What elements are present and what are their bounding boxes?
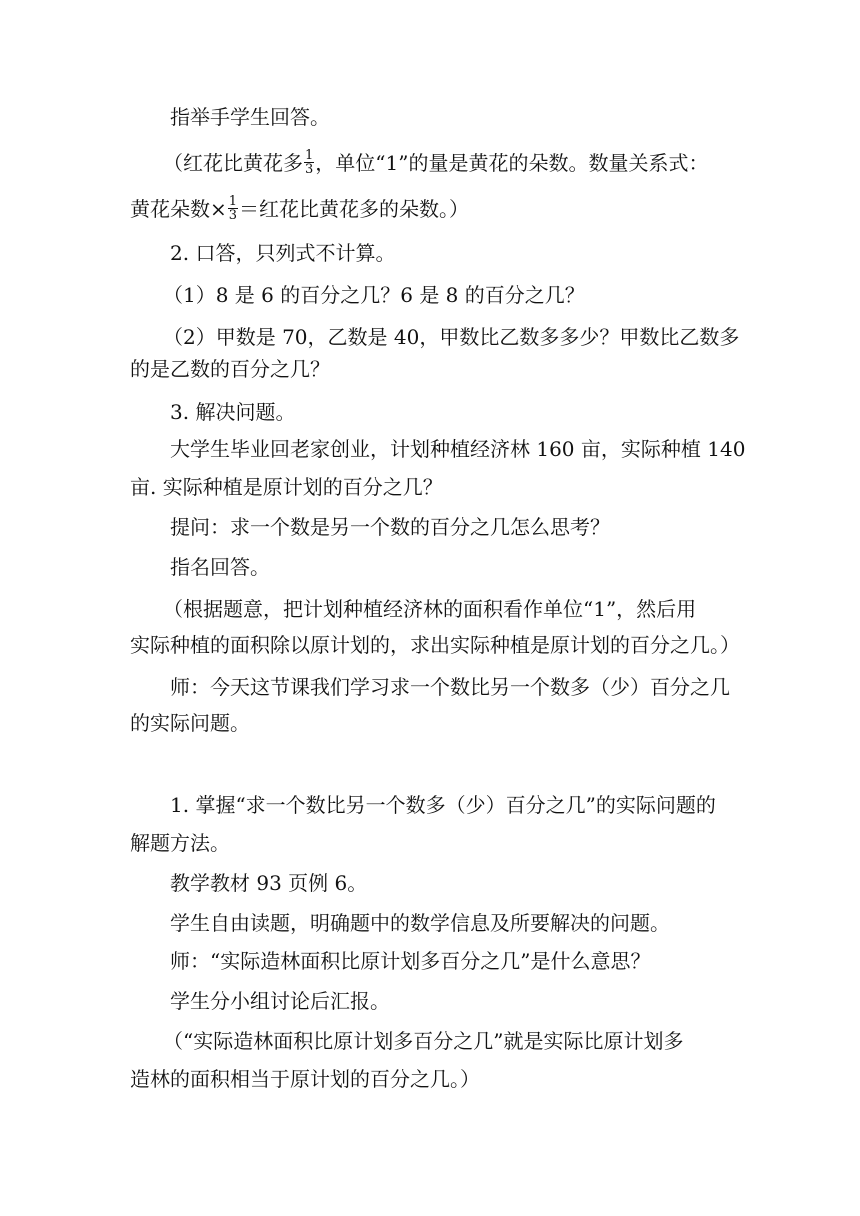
paragraph-line xyxy=(163,1026,683,1056)
paragraph-line xyxy=(170,397,295,427)
text: 3. 解决问题。 xyxy=(170,400,296,424)
paragraph-line xyxy=(170,790,716,820)
text: （红花比黄花多 xyxy=(163,151,303,175)
text: 师：今天这节课我们学习求一个数比另一个数多（少）百分之几 xyxy=(170,675,730,699)
text: （2）甲数是 70，乙数是 40，甲数比乙数多多少？甲数比乙数多 xyxy=(163,325,740,349)
paragraph-line xyxy=(130,828,230,858)
fraction-denominator: 3 xyxy=(305,162,314,177)
text: （根据题意，把计划种植经济林的面积看作单位“1”，然后用 xyxy=(163,597,697,621)
text: 学生自由读题，明确题中的数学信息及所要解决的问题。 xyxy=(170,911,670,935)
paragraph-line xyxy=(170,434,745,464)
paragraph-line xyxy=(170,908,670,938)
paragraph-line xyxy=(130,354,330,384)
text: 的是乙数的百分之几？ xyxy=(130,357,330,381)
text: （1）8 是 6 的百分之几？6 是 8 的百分之几？ xyxy=(163,283,585,307)
text: 教学教材 93 页例 6。 xyxy=(170,871,368,895)
paragraph-line xyxy=(130,472,443,502)
text: 亩. 实际种植是原计划的百分之几？ xyxy=(130,475,443,499)
text: 解题方法。 xyxy=(130,831,230,855)
paragraph-line xyxy=(170,512,610,542)
text: 指名回答。 xyxy=(170,555,270,579)
paragraph-line xyxy=(163,594,696,624)
text: 实际种植的面积除以原计划的，求出实际种植是原计划的百分之几。） xyxy=(130,633,740,657)
fraction-numerator: 1 xyxy=(228,194,238,209)
paragraph-line xyxy=(170,552,270,582)
paragraph-line xyxy=(130,708,250,738)
text: 师：“实际造林面积比原计划多百分之几”是什么意思？ xyxy=(170,949,651,973)
text: 大学生毕业回老家创业，计划种植经济林 160 亩，实际种植 140 xyxy=(170,437,746,461)
text: 2. 口答，只列式不计算。 xyxy=(170,241,396,265)
paragraph-line xyxy=(163,148,708,178)
text: ，单位“1”的量是黄花的朵数。数量关系式： xyxy=(315,151,709,175)
paragraph-line xyxy=(163,322,739,352)
paragraph-line xyxy=(170,102,330,132)
paragraph-line xyxy=(130,1064,480,1094)
text: 造林的面积相当于原计划的百分之几。） xyxy=(130,1067,480,1091)
paragraph-line xyxy=(170,946,650,976)
paragraph-line xyxy=(130,630,740,660)
fraction-one-third xyxy=(228,195,238,222)
text: （“实际造林面积比原计划多百分之几”就是实际比原计划多 xyxy=(163,1029,684,1053)
paragraph-line xyxy=(170,986,390,1016)
text: ＝红花比黄花多的朵数。） xyxy=(239,197,470,221)
paragraph-line xyxy=(170,868,367,898)
fraction-numerator: 1 xyxy=(305,148,314,163)
text: 提问：求一个数是另一个数的百分之几怎么思考？ xyxy=(170,515,610,539)
fraction-one-third xyxy=(304,149,314,176)
text: 指举手学生回答。 xyxy=(170,105,330,129)
fraction-denominator: 3 xyxy=(228,208,238,223)
text: 黄花朵数× xyxy=(130,197,227,221)
text: 的实际问题。 xyxy=(130,711,250,735)
text: 学生分小组讨论后汇报。 xyxy=(170,989,390,1013)
paragraph-line xyxy=(163,280,585,310)
paragraph-line xyxy=(170,672,730,702)
text: 1. 掌握“求一个数比另一个数多（少）百分之几”的实际问题的 xyxy=(170,793,716,817)
paragraph-line xyxy=(130,194,469,224)
paragraph-line xyxy=(170,238,395,268)
